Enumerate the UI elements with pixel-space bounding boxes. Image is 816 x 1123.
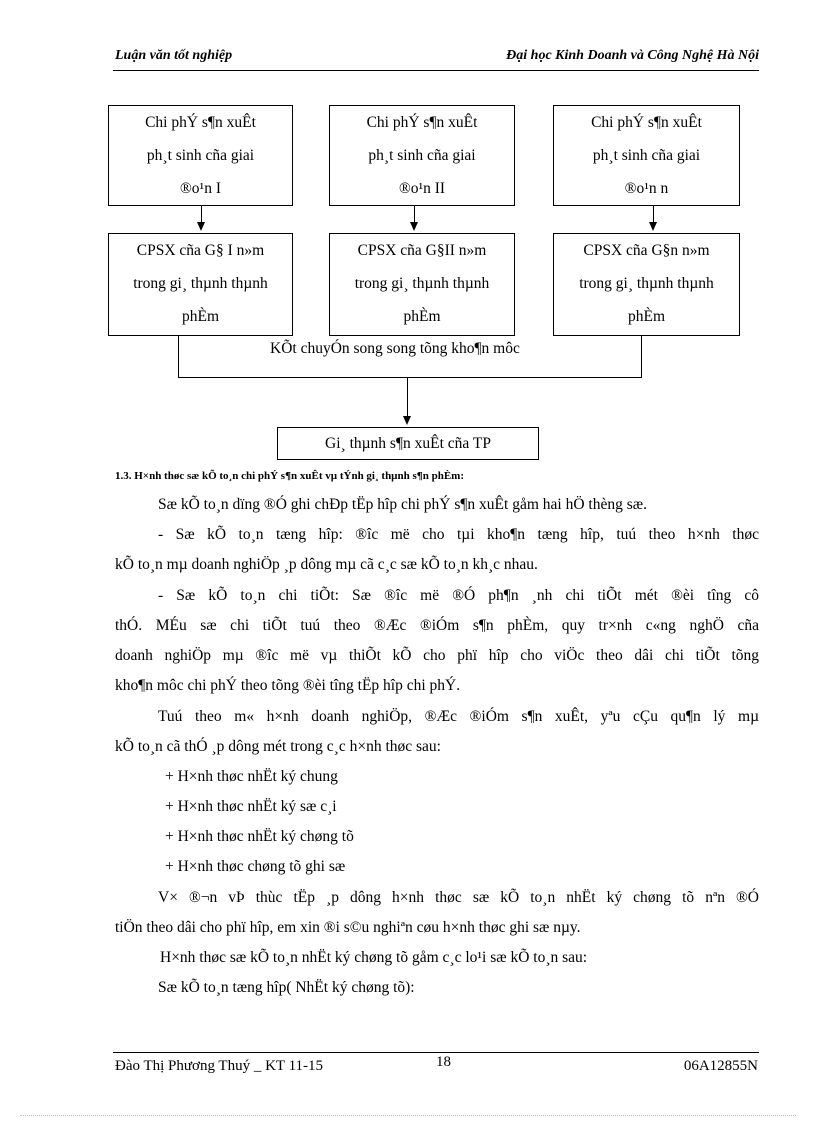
list-item: + H×nh thøc chøng tõ ghi sæ (165, 858, 346, 875)
body-paragraph: - Sæ kÕ to¸n chi tiÕt: Sæ ®îc më ®Ó ph¶n ¸nh chi tiÕt mét ®èi tîng cô (158, 587, 759, 604)
header-rule (113, 70, 759, 71)
connector-line (178, 377, 641, 378)
stage-1-cpsx-box (108, 233, 293, 336)
box-line: trong gi¸ thµnh thµnh (133, 275, 268, 292)
box-line: ph¸t sinh cña giai (592, 147, 701, 164)
list-item: + H×nh thøc nhËt ký chøng tõ (165, 828, 354, 845)
stage-1-cost-box (108, 105, 293, 206)
box-line: CPSX cña G§II n»m (357, 242, 487, 259)
connector-line (178, 336, 179, 378)
body-paragraph: H×nh thøc sæ kÕ to¸n nhËt ký chøng tõ gåm c¸c lo¹i sæ kÕ to¸n sau: (160, 949, 588, 966)
body-paragraph: thÓ. MÉu sæ chi tiÕt tuú theo ®Æc ®iÓm s¶n phÈm, quy tr×nh c«ng nghÖ cña (115, 617, 759, 634)
body-paragraph: kÕ to¸n mµ doanh nghiÖp ¸p dông mµ cã c¸c sæ kÕ to¸n kh¸c nhau. (115, 556, 538, 573)
body-paragraph: doanh nghiÖp mµ ®îc më vµ thiÕt kÕ cho phï hîp cho viÖc theo dâi chi tiÕt tõng (115, 647, 759, 664)
result-box (277, 427, 539, 460)
body-paragraph: kho¶n môc chi phÝ theo tõng ®èi tîng tËp hîp chi phÝ. (115, 677, 461, 694)
body-paragraph: - Sæ kÕ to¸n tæng hîp: ®îc më cho tµi kho¶n tæng hîp, tuú theo h×nh thøc (158, 526, 759, 543)
box-line: phÈm (181, 308, 220, 325)
box-line: phÈm (627, 308, 666, 325)
footer-author: Đào Thị Phương Thuý _ KT 11-15 (115, 1058, 324, 1074)
body-paragraph: kÕ to¸n cã thÓ ¸p dông mét trong c¸c h×nh thøc sau: (115, 738, 441, 755)
section-heading: 1.3. H×nh thøc sæ kÕ to¸n chi phÝ s¶n xuÊt vµ tÝnh gi¸ thµnh s¶n phÈm: (115, 470, 464, 482)
header-right: Đại học Kinh Doanh và Công Nghệ Hà Nội (506, 48, 759, 63)
box-line: ®o¹n II (398, 180, 446, 197)
arrow-down-icon (197, 222, 205, 231)
box-line: ph¸t sinh cña giai (368, 147, 476, 164)
stage-2-cost-box (329, 105, 515, 206)
arrow-down-icon (403, 416, 411, 425)
page-edge (20, 1115, 796, 1116)
list-item: + H×nh thøc nhËt ký sæ c¸i (165, 798, 337, 815)
body-paragraph: Sæ kÕ to¸n dïng ®Ó ghi chÐp tËp hîp chi phÝ s¶n xuÊt gåm hai hÖ thèng sæ. (158, 496, 647, 513)
box-line: phÈm (403, 308, 441, 325)
box-line: Chi phÝ s¶n xuÊt (366, 114, 478, 131)
box-line: CPSX cña G§n n»m (583, 242, 710, 259)
connector-line (641, 336, 642, 378)
page-number: 18 (436, 1054, 451, 1070)
box-line: Chi phÝ s¶n xuÊt (591, 114, 702, 131)
footer-rule (113, 1052, 759, 1053)
stage-n-cpsx-box (553, 233, 740, 336)
body-paragraph: Tuú theo m« h×nh doanh nghiÖp, ®Æc ®iÓm s¶n xuÊt, yªu cÇu qu¶n lý mµ (158, 708, 759, 725)
body-paragraph: Sæ kÕ to¸n tæng hîp( NhËt ký chøng tõ): (158, 979, 415, 996)
footer-student-id: 06A12855N (683, 1058, 758, 1074)
arrow-shaft (407, 378, 408, 418)
body-paragraph: tiÖn theo dâi cho phï hîp, em xin ®i s©u nghiªn cøu h×nh thøc ghi sæ nµy. (115, 919, 581, 936)
box-line: ®o¹n n (624, 180, 669, 197)
box-line: ph¸t sinh cña giai (146, 147, 255, 164)
box-line: Chi phÝ s¶n xuÊt (145, 114, 256, 131)
box-line: trong gi¸ thµnh thµnh (579, 275, 714, 292)
arrow-down-icon (410, 222, 418, 231)
box-line: Gi¸ thµnh s¶n xuÊt cña TP (325, 435, 491, 452)
list-item: + H×nh thøc nhËt ký chung (165, 768, 338, 785)
stage-2-cpsx-box (329, 233, 515, 336)
box-line: trong gi¸ thµnh thµnh (354, 275, 490, 292)
arrow-down-icon (649, 222, 657, 231)
header-left: Luận văn tốt nghiệp (115, 48, 233, 63)
box-line: CPSX cña G§ I n»m (136, 242, 265, 259)
box-line: ®o¹n I (180, 180, 221, 197)
transfer-label: KÕt chuyÓn song song tõng kho¶n môc (270, 340, 520, 357)
stage-n-cost-box (553, 105, 740, 206)
body-paragraph: V× ®¬n vÞ thùc tËp ¸p dông h×nh thøc sæ kÕ to¸n nhËt ký chøng tõ nªn ®Ó (158, 889, 759, 906)
